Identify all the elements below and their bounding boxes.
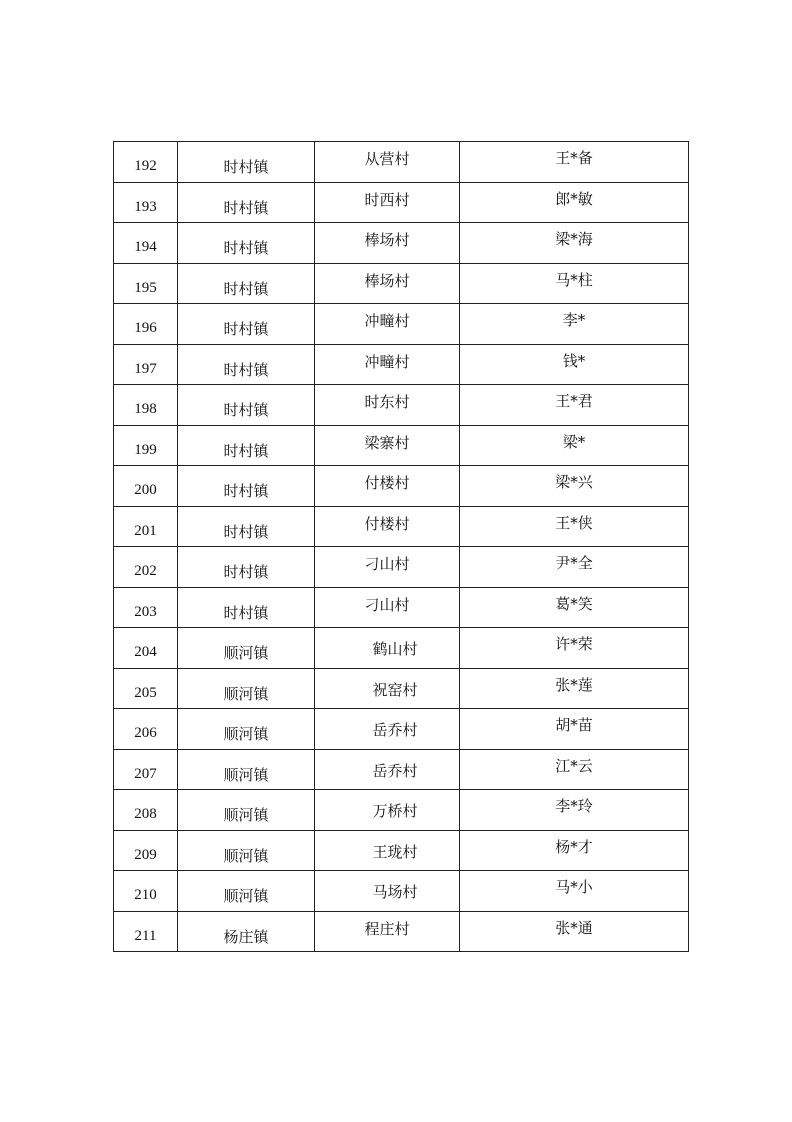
village-text: 刁山村 bbox=[364, 595, 410, 614]
village-text: 马场村 bbox=[372, 883, 418, 902]
row-number-text: 193 bbox=[134, 198, 157, 215]
table-row bbox=[114, 425, 689, 466]
row-number-cell bbox=[114, 911, 178, 952]
roster-table bbox=[113, 141, 689, 952]
row-number-cell bbox=[114, 263, 178, 304]
table-row bbox=[114, 709, 689, 750]
name-cell bbox=[460, 263, 689, 304]
town-cell bbox=[178, 587, 315, 628]
name-text: 尹*全 bbox=[555, 554, 593, 573]
name-cell bbox=[460, 547, 689, 588]
town-text: 顺河镇 bbox=[223, 725, 269, 744]
village-cell bbox=[315, 142, 460, 183]
row-number-cell bbox=[114, 466, 178, 507]
name-text: 杨*才 bbox=[555, 837, 593, 856]
town-cell bbox=[178, 466, 315, 507]
name-text: 葛*笑 bbox=[555, 594, 593, 613]
town-cell bbox=[178, 182, 315, 223]
row-number-cell bbox=[114, 506, 178, 547]
table-row bbox=[114, 223, 689, 264]
row-number-text: 207 bbox=[134, 765, 157, 782]
table-row bbox=[114, 911, 689, 952]
village-cell bbox=[315, 547, 460, 588]
name-text: 许*荣 bbox=[555, 635, 593, 654]
town-cell bbox=[178, 425, 315, 466]
row-number-cell bbox=[114, 668, 178, 709]
town-text: 顺河镇 bbox=[223, 846, 269, 865]
row-number-text: 199 bbox=[134, 441, 157, 458]
village-cell bbox=[315, 668, 460, 709]
row-number-cell bbox=[114, 425, 178, 466]
table-row bbox=[114, 749, 689, 790]
town-text: 时村镇 bbox=[223, 441, 269, 460]
village-cell bbox=[315, 587, 460, 628]
village-text: 岳乔村 bbox=[372, 761, 418, 780]
town-text: 时村镇 bbox=[223, 360, 269, 379]
row-number-cell bbox=[114, 790, 178, 831]
village-text: 付楼村 bbox=[364, 514, 410, 533]
row-number-cell bbox=[114, 304, 178, 345]
town-cell bbox=[178, 385, 315, 426]
town-text: 顺河镇 bbox=[223, 765, 269, 784]
row-number-text: 204 bbox=[134, 644, 157, 661]
town-text: 时村镇 bbox=[223, 198, 269, 217]
town-cell bbox=[178, 142, 315, 183]
town-cell bbox=[178, 668, 315, 709]
town-cell bbox=[178, 749, 315, 790]
row-number-text: 200 bbox=[134, 482, 157, 499]
village-text: 祝窑村 bbox=[372, 680, 418, 699]
town-text: 时村镇 bbox=[223, 482, 269, 501]
town-cell bbox=[178, 628, 315, 669]
village-cell bbox=[315, 628, 460, 669]
table-row bbox=[114, 385, 689, 426]
table-row bbox=[114, 668, 689, 709]
row-number-cell bbox=[114, 142, 178, 183]
name-cell bbox=[460, 182, 689, 223]
table-row bbox=[114, 304, 689, 345]
village-text: 棒场村 bbox=[364, 271, 410, 290]
village-text: 刁山村 bbox=[364, 555, 410, 574]
village-text: 冲疃村 bbox=[364, 312, 410, 331]
row-number-cell bbox=[114, 344, 178, 385]
row-number-cell bbox=[114, 628, 178, 669]
town-cell bbox=[178, 223, 315, 264]
village-cell bbox=[315, 304, 460, 345]
name-text: 张*莲 bbox=[555, 675, 593, 694]
table-row bbox=[114, 466, 689, 507]
name-text: 梁* bbox=[562, 432, 586, 451]
village-cell bbox=[315, 790, 460, 831]
town-text: 杨庄镇 bbox=[223, 927, 269, 946]
row-number-text: 209 bbox=[134, 846, 157, 863]
name-text: 王*侠 bbox=[555, 513, 593, 532]
row-number-cell bbox=[114, 871, 178, 912]
row-number-text: 198 bbox=[134, 401, 157, 418]
name-cell bbox=[460, 790, 689, 831]
row-number-cell bbox=[114, 547, 178, 588]
name-cell bbox=[460, 385, 689, 426]
name-cell bbox=[460, 628, 689, 669]
name-text: 李*玲 bbox=[555, 797, 593, 816]
row-number-text: 196 bbox=[134, 320, 157, 337]
name-text: 胡*苗 bbox=[555, 716, 593, 735]
name-text: 郎*敏 bbox=[555, 189, 593, 208]
town-text: 时村镇 bbox=[223, 603, 269, 622]
row-number-cell bbox=[114, 830, 178, 871]
town-cell bbox=[178, 304, 315, 345]
table-row bbox=[114, 182, 689, 223]
village-text: 冲疃村 bbox=[364, 352, 410, 371]
village-cell bbox=[315, 911, 460, 952]
table-row bbox=[114, 628, 689, 669]
row-number-text: 192 bbox=[134, 158, 157, 175]
town-text: 时村镇 bbox=[223, 563, 269, 582]
name-text: 梁*海 bbox=[555, 230, 593, 249]
village-text: 时西村 bbox=[364, 190, 410, 209]
row-number-text: 203 bbox=[134, 603, 157, 620]
town-text: 时村镇 bbox=[223, 158, 269, 177]
town-cell bbox=[178, 506, 315, 547]
name-text: 江*云 bbox=[555, 756, 593, 775]
town-cell bbox=[178, 547, 315, 588]
village-text: 棒场村 bbox=[364, 231, 410, 250]
table-row bbox=[114, 871, 689, 912]
row-number-text: 206 bbox=[134, 725, 157, 742]
name-cell bbox=[460, 749, 689, 790]
name-text: 马*小 bbox=[555, 878, 593, 897]
name-text: 马*柱 bbox=[555, 270, 593, 289]
row-number-cell bbox=[114, 587, 178, 628]
name-text: 王*备 bbox=[555, 149, 593, 168]
village-cell bbox=[315, 385, 460, 426]
town-text: 时村镇 bbox=[223, 239, 269, 258]
row-number-text: 205 bbox=[134, 684, 157, 701]
name-cell bbox=[460, 871, 689, 912]
table-row bbox=[114, 790, 689, 831]
village-cell bbox=[315, 223, 460, 264]
village-cell bbox=[315, 830, 460, 871]
row-number-cell bbox=[114, 749, 178, 790]
row-number-text: 197 bbox=[134, 360, 157, 377]
row-number-cell bbox=[114, 223, 178, 264]
name-cell bbox=[460, 304, 689, 345]
row-number-text: 211 bbox=[134, 927, 157, 944]
town-text: 时村镇 bbox=[223, 522, 269, 541]
row-number-cell bbox=[114, 385, 178, 426]
roster-body bbox=[114, 142, 689, 952]
name-cell bbox=[460, 425, 689, 466]
town-text: 顺河镇 bbox=[223, 684, 269, 703]
row-number-text: 202 bbox=[134, 563, 157, 580]
town-text: 顺河镇 bbox=[223, 806, 269, 825]
village-text: 付楼村 bbox=[364, 474, 410, 493]
name-text: 钱* bbox=[562, 351, 586, 370]
table-row bbox=[114, 263, 689, 304]
town-text: 顺河镇 bbox=[223, 644, 269, 663]
name-cell bbox=[460, 709, 689, 750]
row-number-cell bbox=[114, 709, 178, 750]
village-cell bbox=[315, 263, 460, 304]
town-cell bbox=[178, 344, 315, 385]
town-cell bbox=[178, 830, 315, 871]
town-cell bbox=[178, 871, 315, 912]
town-cell bbox=[178, 911, 315, 952]
name-cell bbox=[460, 911, 689, 952]
village-cell bbox=[315, 871, 460, 912]
name-text: 王*君 bbox=[555, 392, 593, 411]
table-row bbox=[114, 547, 689, 588]
town-cell bbox=[178, 263, 315, 304]
village-cell bbox=[315, 344, 460, 385]
village-text: 时东村 bbox=[364, 393, 410, 412]
village-text: 岳乔村 bbox=[372, 721, 418, 740]
village-text: 万桥村 bbox=[372, 802, 418, 821]
town-text: 时村镇 bbox=[223, 320, 269, 339]
village-cell bbox=[315, 749, 460, 790]
town-text: 时村镇 bbox=[223, 401, 269, 420]
village-cell bbox=[315, 506, 460, 547]
row-number-text: 195 bbox=[134, 279, 157, 296]
name-text: 梁*兴 bbox=[555, 473, 593, 492]
town-text: 顺河镇 bbox=[223, 887, 269, 906]
name-cell bbox=[460, 142, 689, 183]
name-cell bbox=[460, 830, 689, 871]
name-text: 李* bbox=[562, 311, 586, 330]
row-number-text: 194 bbox=[134, 239, 157, 256]
row-number-text: 208 bbox=[134, 806, 157, 823]
table-row bbox=[114, 506, 689, 547]
village-cell bbox=[315, 709, 460, 750]
town-cell bbox=[178, 709, 315, 750]
name-cell bbox=[460, 587, 689, 628]
town-text: 时村镇 bbox=[223, 279, 269, 298]
name-cell bbox=[460, 466, 689, 507]
name-cell bbox=[460, 344, 689, 385]
name-text: 张*通 bbox=[555, 918, 593, 937]
name-cell bbox=[460, 223, 689, 264]
table-row bbox=[114, 587, 689, 628]
village-text: 梁寨村 bbox=[364, 433, 410, 452]
village-text: 从营村 bbox=[364, 150, 410, 169]
name-cell bbox=[460, 668, 689, 709]
name-cell bbox=[460, 506, 689, 547]
village-text: 鹤山村 bbox=[372, 640, 418, 659]
town-cell bbox=[178, 790, 315, 831]
table-row bbox=[114, 142, 689, 183]
row-number-text: 201 bbox=[134, 522, 157, 539]
village-cell bbox=[315, 182, 460, 223]
table-row bbox=[114, 344, 689, 385]
village-text: 王珑村 bbox=[372, 842, 418, 861]
row-number-cell bbox=[114, 182, 178, 223]
row-number-text: 210 bbox=[134, 887, 157, 904]
table-row bbox=[114, 830, 689, 871]
village-text: 程庄村 bbox=[364, 919, 410, 938]
village-cell bbox=[315, 425, 460, 466]
village-cell bbox=[315, 466, 460, 507]
